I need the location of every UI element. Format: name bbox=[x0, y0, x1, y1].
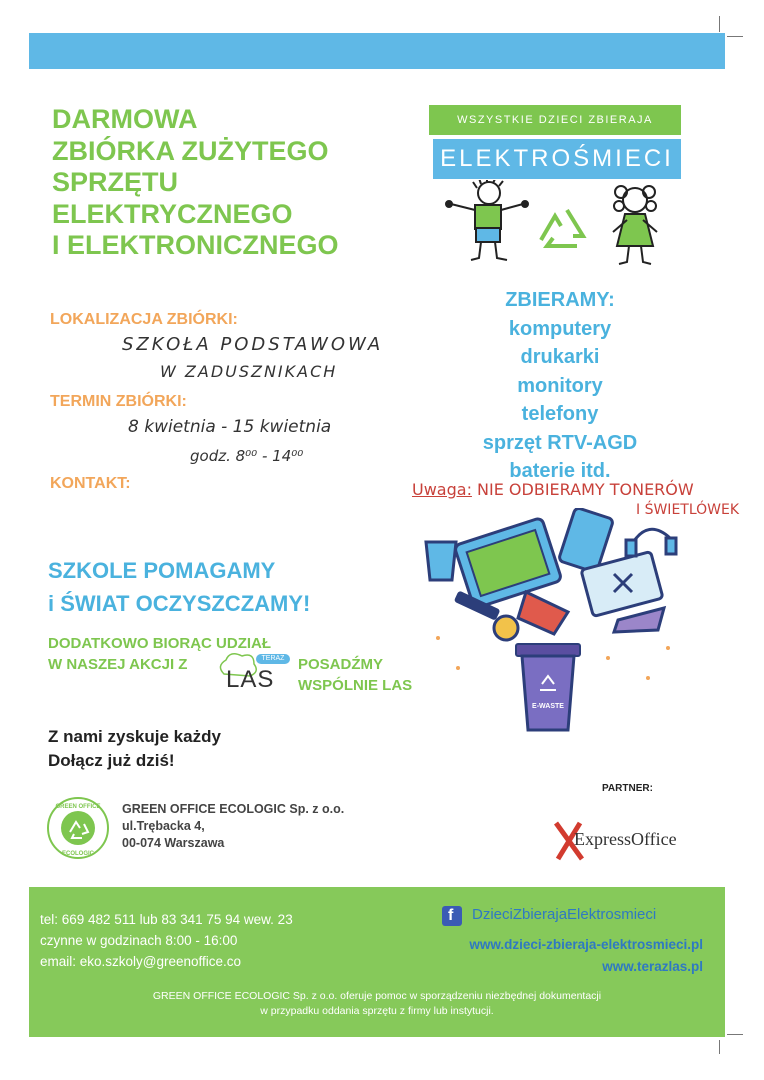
girl-figure-icon bbox=[613, 186, 657, 264]
extra-line-1: DODATKOWO BIORĄC UDZIAŁ bbox=[48, 635, 272, 652]
cta-line-1: Z nami zyskuje każdy bbox=[48, 727, 221, 746]
kids-recycle-illustration bbox=[429, 180, 681, 270]
title-line: DARMOWA bbox=[52, 104, 198, 134]
location-value-line: W ZADUSZNIKACH bbox=[160, 362, 338, 381]
note-line-2: I ŚWIETLÓWEK bbox=[636, 502, 740, 518]
date-value-line: 8 kwietnia - 15 kwietnia bbox=[128, 417, 332, 437]
footer-url-2[interactable]: www.terazlas.pl bbox=[602, 959, 703, 974]
main-title bbox=[52, 104, 412, 262]
partner-name: ExpressOffice bbox=[574, 829, 677, 849]
crop-mark bbox=[719, 16, 720, 32]
facebook-icon[interactable]: f bbox=[442, 906, 462, 926]
cta-line-2: Dołącz już dziś! bbox=[48, 751, 175, 770]
slogan-line-1: SZKOLE POMAGAMY bbox=[48, 558, 276, 583]
teraz-las-logo bbox=[214, 650, 296, 692]
collected-item: komputery bbox=[508, 317, 612, 340]
location-value-line: SZKOŁA PODSTAWOWA bbox=[122, 334, 384, 355]
date-label: TERMIN ZBIÓRKI: bbox=[50, 393, 187, 410]
iron-icon bbox=[614, 608, 664, 632]
footer-note-line-1: GREEN OFFICE ECOLOGIC Sp. z o.o. oferuje pomoc w sporządzeniu niezbędnej dokumentacji bbox=[152, 990, 602, 1002]
crop-mark bbox=[719, 1040, 720, 1054]
collected-item: telefony bbox=[521, 403, 599, 425]
collected-item: sprzęt RTV-AGD bbox=[482, 431, 638, 454]
collected-heading: ZBIERAMY: bbox=[505, 289, 615, 311]
extra-line-4: WSPÓLNIE LAS bbox=[298, 677, 413, 694]
recycling-bin-icon bbox=[516, 644, 580, 730]
kettle-icon bbox=[426, 542, 456, 580]
contact-label: KONTAKT: bbox=[50, 475, 131, 492]
note-line bbox=[412, 480, 694, 499]
green-office-seal-icon bbox=[46, 796, 110, 860]
note-text: NIE ODBIERAMY TONERÓW bbox=[477, 480, 694, 499]
time-value-line: godz. 8⁰⁰ - 14⁰⁰ bbox=[190, 447, 304, 465]
note-prefix: Uwaga: bbox=[412, 480, 472, 499]
facebook-link[interactable]: DzieciZbierajaElektrosmieci bbox=[472, 906, 657, 923]
title-line: ZBIÓRKA ZUŻYTEGO bbox=[52, 135, 329, 166]
collected-items-list bbox=[452, 286, 668, 486]
footer-email[interactable]: email: eko.szkoly@greenoffice.co bbox=[40, 954, 242, 969]
company-name: GREEN OFFICE ECOLOGIC Sp. z o.o. bbox=[122, 802, 345, 816]
title-line: ELEKTRYCZNEGO bbox=[52, 198, 293, 229]
monitor-icon bbox=[454, 517, 562, 608]
crop-mark bbox=[727, 1034, 743, 1035]
collected-item: monitory bbox=[517, 374, 603, 397]
seal-bottom-text: ECOLOGIC bbox=[61, 851, 95, 857]
location-label: LOKALIZACJA ZBIÓRKI: bbox=[50, 311, 238, 328]
e-waste-illustration bbox=[418, 508, 688, 744]
las-logo-text: LAS bbox=[226, 666, 275, 693]
boy-figure-icon bbox=[446, 180, 528, 260]
recycle-icon bbox=[541, 210, 583, 246]
collected-item: drukarki bbox=[520, 346, 600, 368]
company-street: ul.Trębacka 4, bbox=[122, 819, 205, 833]
bin-label: E-WASTE bbox=[532, 703, 564, 710]
footer-url-1[interactable]: www.dzieci-zbieraja-elektrosmieci.pl bbox=[469, 937, 703, 952]
campaign-logo bbox=[429, 105, 681, 270]
slogan-line-2: i ŚWIAT OCZYSZCZAMY! bbox=[48, 591, 311, 616]
campaign-logo-top: WSZYSTKIE DZIECI ZBIERAJA bbox=[429, 105, 681, 135]
extra-line-2: W NASZEJ AKCJI Z bbox=[48, 656, 188, 673]
campaign-logo-main: ELEKTROŚMIECI bbox=[433, 139, 681, 179]
footer-note-line-2: w przypadku oddania sprzętu z firmy lub instytucji. bbox=[260, 1005, 494, 1017]
hairdryer-icon bbox=[518, 592, 568, 634]
seal-top-text: GREEN OFFICE bbox=[55, 804, 101, 810]
crop-mark bbox=[727, 36, 743, 37]
title-line: I ELEKTRONICZNEGO bbox=[52, 230, 339, 260]
company-city: 00-074 Warszawa bbox=[122, 836, 225, 850]
teraz-badge: TERAZ bbox=[261, 655, 285, 662]
footer-phone: tel: 669 482 511 lub 83 341 75 94 wew. 23 bbox=[40, 912, 293, 927]
top-banner-bar bbox=[29, 33, 725, 69]
footer-hours: czynne w godzinach 8:00 - 16:00 bbox=[40, 933, 238, 948]
extra-line-3: POSADŹMY bbox=[298, 656, 384, 673]
partner-label: PARTNER: bbox=[602, 783, 653, 794]
gear-icon bbox=[494, 616, 518, 640]
title-line: SPRZĘTU bbox=[52, 167, 179, 197]
collected-item: baterie itd. bbox=[509, 460, 611, 482]
